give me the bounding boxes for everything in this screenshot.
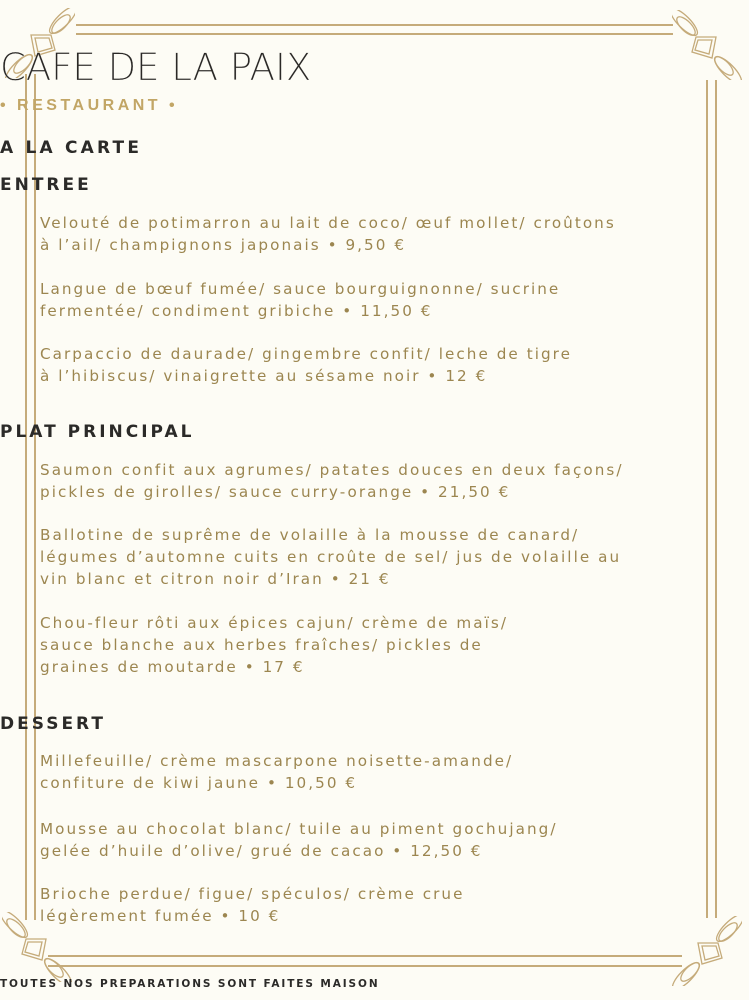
- frame-left-line-inner: [34, 74, 36, 920]
- menu-item-line: vin blanc et citron noir d’Iran • 21 €: [40, 570, 391, 588]
- menu-item: [40, 278, 709, 322]
- menu-item-line: pickles de girolles/ sauce curry-orange • 21,50 €: [40, 483, 511, 501]
- menu-item-line: légumes d’automne cuits en croûte de sel/ jus de volaille au: [40, 548, 622, 566]
- menu-item-line: à l’hibiscus/ vinaigrette au sésame noir • 12 €: [40, 367, 488, 385]
- frame-left-line-outer: [25, 74, 27, 920]
- menu-item-line: Mousse au chocolat blanc/ tuile au piment gochujang/: [40, 820, 558, 838]
- menu-item-line: légèrement fumée • 10 €: [40, 907, 281, 925]
- menu-item: [40, 612, 709, 678]
- menu-item-line: Chou-fleur rôti aux épices cajun/ crème de maïs/: [40, 614, 509, 632]
- menu-item-line: Velouté de potimarron au lait de coco/ œuf mollet/ croûtons: [40, 214, 616, 232]
- menu-type-heading: A LA CARTE: [0, 138, 143, 158]
- frame-top-line-outer: [76, 24, 673, 26]
- menu-item: [40, 212, 709, 256]
- menu-item: [40, 459, 709, 503]
- frame-bottom-line-inner: [48, 965, 682, 967]
- section-heading-dessert: DESSERT: [0, 714, 106, 734]
- menu-item-line: Saumon confit aux agrumes/ patates douces en deux façons/: [40, 461, 624, 479]
- restaurant-subtitle: • RESTAURANT •: [0, 97, 179, 114]
- frame-right-line-inner: [715, 80, 717, 918]
- menu-item-line: Carpaccio de daurade/ gingembre confit/ leche de tigre: [40, 345, 573, 363]
- menu-item: [40, 750, 709, 794]
- frame-bottom-line-outer-right: [460, 955, 682, 957]
- menu-item-line: fermentée/ condiment gribiche • 11,50 €: [40, 302, 433, 320]
- restaurant-name: CAFE DE LA PAIX: [0, 46, 312, 89]
- menu-item-line: confiture de kiwi jaune • 10,50 €: [40, 774, 358, 792]
- menu-item-line: gelée d’huile d’olive/ grué de cacao • 12,50 €: [40, 842, 483, 860]
- menu-item: [40, 343, 709, 387]
- frame-bottom-line-outer: [48, 955, 462, 957]
- menu-item-line: sauce blanche aux herbes fraîches/ pickles de: [40, 636, 483, 654]
- menu-item-line: Langue de bœuf fumée/ sauce bourguignonne/ sucrine: [40, 280, 561, 298]
- menu-item-line: graines de moutarde • 17 €: [40, 658, 305, 676]
- menu-item-line: Millefeuille/ crème mascarpone noisette-amande/: [40, 752, 514, 770]
- menu-item: [40, 524, 709, 590]
- menu-item-line: Ballotine de suprême de volaille à la mousse de canard/: [40, 526, 580, 544]
- menu-item-line: à l’ail/ champignons japonais • 9,50 €: [40, 236, 407, 254]
- menu-item-line: Brioche perdue/ figue/ spéculos/ crème crue: [40, 885, 465, 903]
- section-heading-entree: ENTREE: [0, 175, 92, 195]
- menu-item: [40, 818, 709, 862]
- homemade-note: TOUTES NOS PREPARATIONS SONT FAITES MAISON: [0, 978, 380, 990]
- menu-item: [40, 883, 709, 927]
- frame-top-line-inner: [76, 33, 673, 35]
- section-heading-plat-principal: PLAT PRINCIPAL: [0, 422, 195, 442]
